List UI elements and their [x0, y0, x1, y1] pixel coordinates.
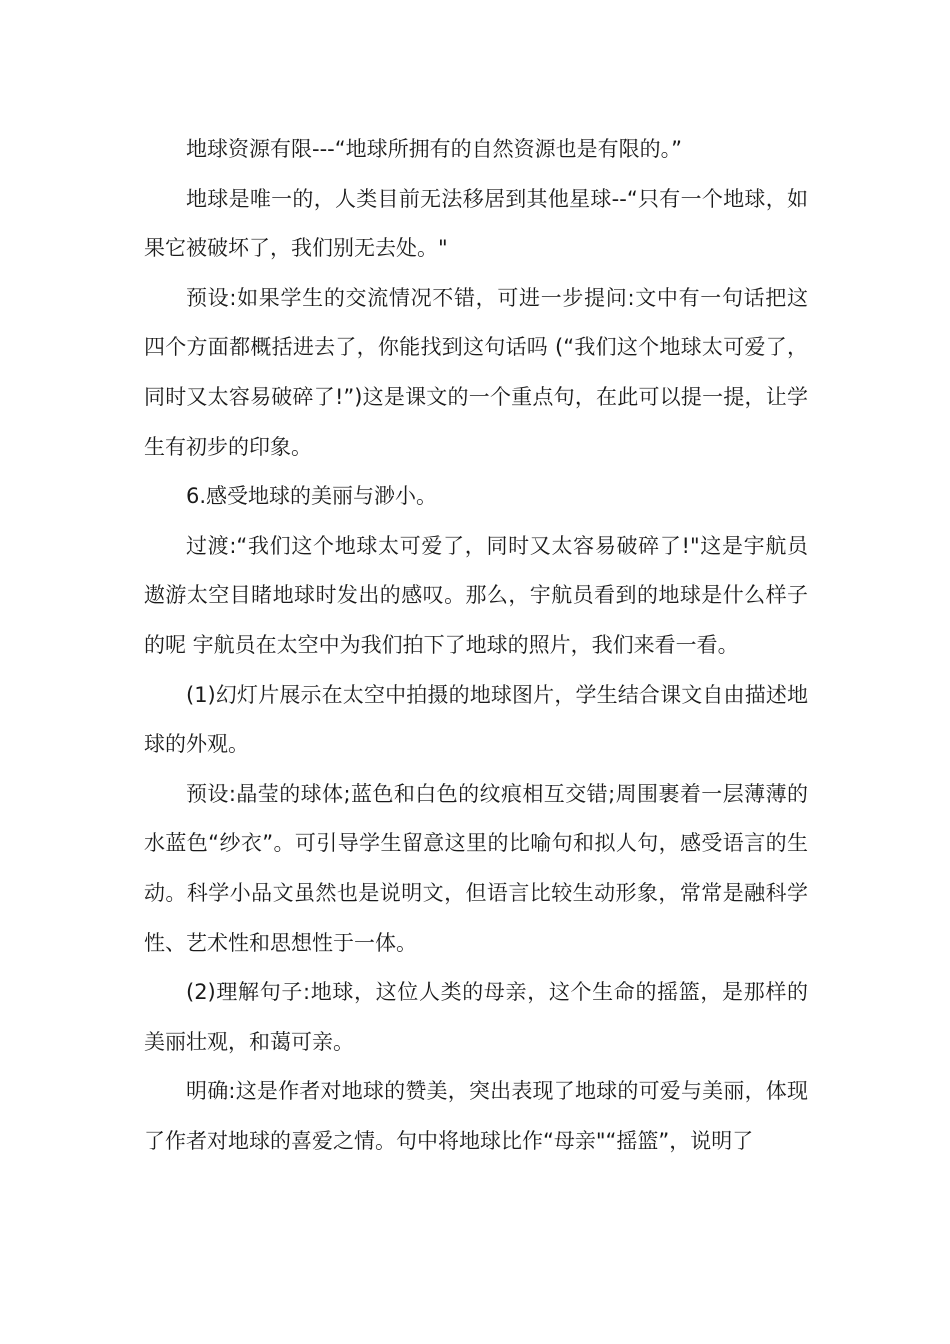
paragraph-understand-sentence: (2)理解句子:地球，这位人类的母亲，这个生命的摇篮，是那样的美丽壮观，和蔼可亲。: [144, 980, 808, 1054]
paragraph-section-heading: 6.感受地球的美丽与渺小。: [186, 484, 438, 509]
paragraph-preset-question: 预设:如果学生的交流情况不错，可进一步提问:文中有一句话把这四个方面都概括进去了，你能找到这句话吗 (“我们这个地球太可爱了，同时又太容易破碎了!”)这是课文的一个重点句，在此可以提一提，让学生有初步的印象。: [144, 285, 808, 459]
paragraph-only-one-earth: 地球是唯一的，人类目前无法移居到其他星球--“只有一个地球，如果它被破坏了，我们别无去处。": [144, 186, 808, 261]
document-body: [144, 125, 808, 1166]
paragraph-slide-activity: (1)幻灯片展示在太空中拍摄的地球图片，学生结合课文自由描述地球的外观。: [144, 682, 808, 757]
paragraph-transition: 过渡:“我们这个地球太可爱了，同时又太容易破碎了!"这是宇航员遨游太空目睹地球时发出的感叹。那么，宇航员看到的地球是什么样子的呢 宇航员在太空中为我们拍下了地球的照片，我们来看一看。: [144, 533, 808, 657]
paragraph-clarification: 明确:这是作者对地球的赞美，突出表现了地球的可爱与美丽，体现了作者对地球的喜爱之情。句中将地球比作“母亲"“摇篮”，说明了: [144, 1079, 808, 1153]
paragraph-preset-description: 预设:晶莹的球体;蓝色和白色的纹痕相互交错;周围裹着一层薄薄的水蓝色“纱衣”。可引导学生留意这里的比喻句和拟人句，感受语言的生动。科学小品文虽然也是说明文，但语言比较生动形象，常常是融科学性、艺术性和思想性于一体。: [144, 781, 808, 955]
paragraph-resources-limited: 地球资源有限---“地球所拥有的自然资源也是有限的。”: [186, 137, 682, 161]
